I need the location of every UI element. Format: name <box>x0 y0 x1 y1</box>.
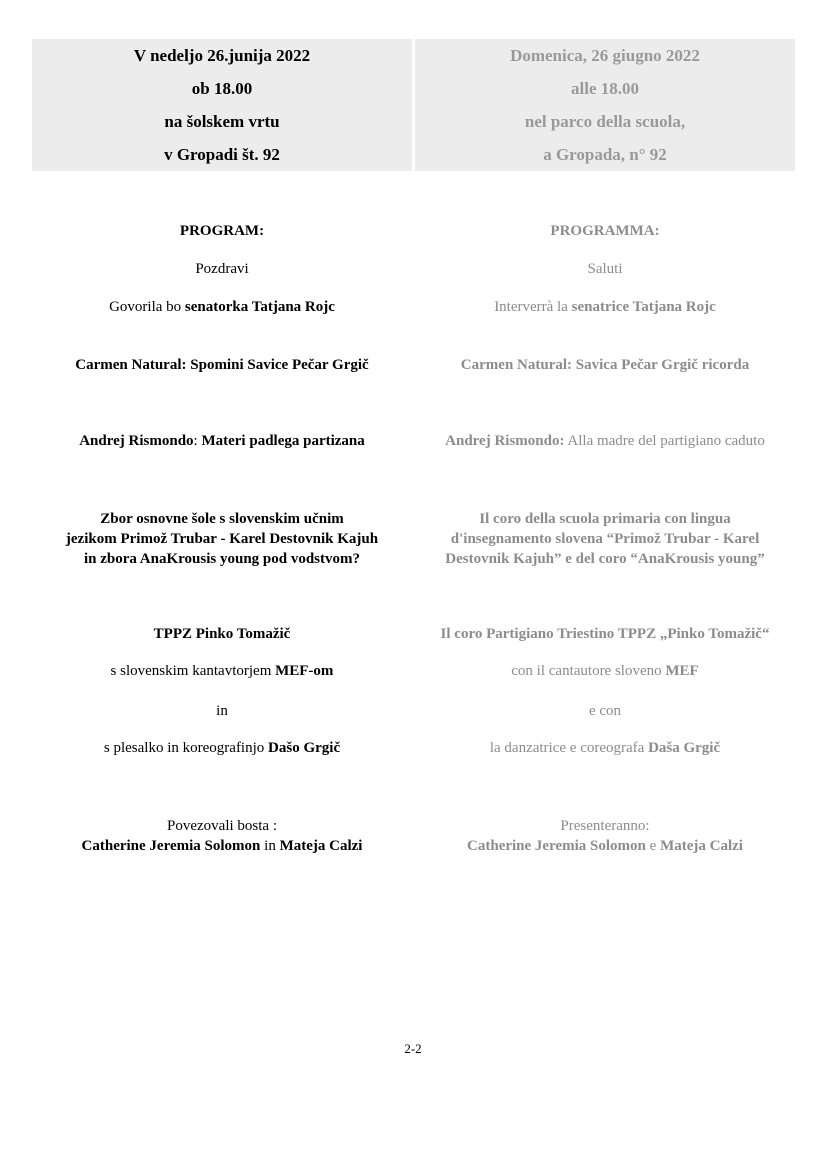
andrej-it: Andrej Rismondo: Alla madre del partigiano caduto <box>445 433 765 449</box>
greetings-sl: Pozdravi <box>195 261 249 277</box>
tppz-it: Il coro Partigiano Triestino TPPZ „Pinko Tomažič“ <box>440 626 770 642</box>
header-date-it: Domenica, 26 giugno 2022 <box>415 39 795 72</box>
choir-sl: Zbor osnovne šole s slovenskim učnim jezikom Primož Trubar - Karel Destovnik Kajuh in zbora AnaKrousis young pod vodstvom? <box>65 511 379 567</box>
header-row <box>32 39 795 72</box>
andrej-sl: Andrej Rismondo: Materi padlega partizana <box>79 433 365 449</box>
program-title-sl: PROGRAM: <box>179 223 265 239</box>
page-number: 2-2 <box>404 1041 422 1056</box>
header-time-it: alle 18.00 <box>415 72 795 105</box>
hosts-it: Presenteranno: Catherine Jeremia Solomon e Mateja Calzi <box>467 818 743 854</box>
header-date-sl: V nedeljo 26.junija 2022 <box>32 39 412 72</box>
choir-it: Il coro della scuola primaria con lingua d'insegnamento slovena “Primož Trubar - Karel Destovnik Kajuh” e del coro “AnaKrousis young” <box>445 511 765 567</box>
header-place-sl: na šolskem vrtu <box>32 105 412 138</box>
carmen-it: Carmen Natural: Savica Pečar Grgič ricorda <box>460 357 750 373</box>
speech-it: Interverrà la senatrice Tatjana Rojc <box>494 299 716 315</box>
mef-sl: s slovenskim kantavtorjem MEF-om <box>110 663 334 679</box>
dancer-sl: s plesalko in koreografinjo Dašo Grgič <box>103 740 341 756</box>
header-row <box>32 105 795 138</box>
header-time-sl: ob 18.00 <box>32 72 412 105</box>
header-row <box>32 72 795 105</box>
header-place-it: nel parco della scuola, <box>415 105 795 138</box>
speech-sl: Govorila bo senatorka Tatjana Rojc <box>109 299 335 315</box>
tppz-sl: TPPZ Pinko Tomažič <box>153 626 291 642</box>
greetings-it: Saluti <box>587 261 623 277</box>
header-row <box>32 138 795 171</box>
header-address-sl: v Gropadi št. 92 <box>32 138 412 171</box>
dancer-it: la danzatrice e coreografa Daša Grgič <box>489 740 721 756</box>
carmen-sl: Carmen Natural: Spomini Savice Pečar Grgič <box>75 357 369 373</box>
and-sl: in <box>216 703 228 719</box>
header-table <box>32 39 795 171</box>
mef-it: con il cantautore sloveno MEF <box>511 663 699 679</box>
hosts-sl: Povezovali bosta : Catherine Jeremia Solomon in Mateja Calzi <box>81 818 363 854</box>
header-address-it: a Gropada, n° 92 <box>415 138 795 171</box>
program-title-it: PROGRAMMA: <box>550 223 660 239</box>
and-it: e con <box>588 703 622 719</box>
